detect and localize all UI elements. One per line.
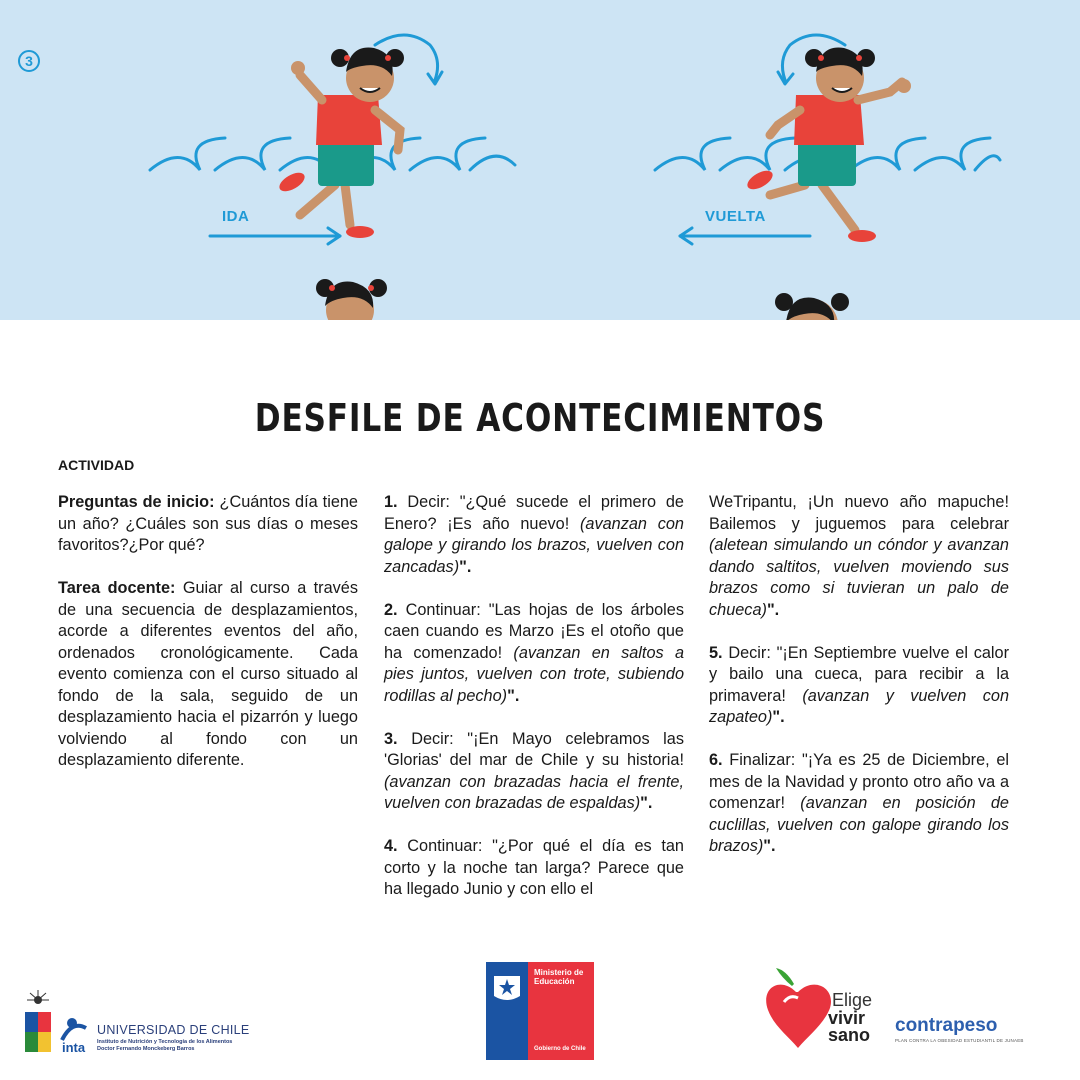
mineduc-logo [486, 962, 594, 1060]
uchile-name: UNIVERSIDAD DE CHILE [97, 1023, 250, 1037]
ida-label: IDA [222, 208, 250, 225]
uchile-shield-icon [22, 990, 102, 1060]
sano-word: sano [828, 1025, 871, 1045]
step-3-text: Decir: "¡En Mayo celebramos las 'Glorias' del mar de Chile y su historia! [384, 729, 684, 769]
intro-questions-text: ¿Cuántos día tiene un año? ¿Cuáles son sus días o meses favoritos?¿Por qué? [58, 493, 358, 554]
elige-word: Elige [832, 990, 873, 1010]
footer-logos [0, 950, 1080, 1080]
vivir-word: vivir [828, 1008, 866, 1028]
step-5-paragraph [709, 643, 1009, 729]
section-label: ACTIVIDAD [58, 457, 135, 473]
intro-questions-heading: Preguntas de inicio: [58, 493, 215, 511]
teacher-task-text: Guiar al curso a través de una secuencia de desplazamientos, acorde a diferentes eventos del año, ordenados cronológicamente. Cada evento comienza con el curso situado al fondo de la sala, seguido de un desplazamiento hacia el pizarrón y luego volviendo al fondo con un desplazamiento diferente. [58, 579, 358, 769]
column-1 [58, 492, 358, 793]
vivir-sano-words [828, 1010, 870, 1044]
step-3-instruction: (avanzan con brazadas hacia el frente, vuelven con brazadas de espaldas) [384, 772, 684, 812]
elige-vivir-sano-logo [762, 962, 882, 1062]
step-4-number: 4. [384, 837, 398, 855]
step-number-badge: 3 [18, 50, 40, 72]
mineduc-gobierno: Gobierno de Chile [534, 1046, 586, 1052]
teacher-task-paragraph [58, 578, 358, 772]
contrapeso-logo: contrapeso [895, 1015, 998, 1036]
illustration-banner [0, 0, 1080, 320]
step-2-paragraph [384, 600, 684, 708]
girl-left-figure [276, 48, 404, 239]
step-4-text: Continuar: "¿Por qué el día es tan corto y la noche tan larga? Parece que ha llegado Junio y con ello el [384, 837, 684, 898]
girl-partial-bottom-right [775, 293, 849, 320]
contrapeso-subtitle: PLAN CONTRA LA OBESIDAD ESTUDIANTIL DE JUNAEB [895, 1038, 1024, 1043]
step-5-text: Decir: "¡En Septiembre vuelve el calor y bailo una cueca, para recibir a la primavera! [709, 643, 1009, 705]
step-2-instruction: (avanzan en saltos a pies juntos, vuelven con trote, subiendo rodillas al pecho) [384, 643, 685, 705]
step-4-paragraph [384, 836, 684, 901]
step-3-paragraph [384, 729, 684, 815]
step-6-text: Finalizar: "¡Ya es 25 de Diciembre, el mes de la Navidad y pronto otro año va a comenzar! [709, 751, 1009, 812]
step-4-continued-paragraph [709, 492, 1009, 621]
teacher-task-heading: Tarea docente: [58, 579, 176, 597]
step-1-instruction: (avanzan con galope y girando los brazos, vuelven con zancadas) [384, 514, 684, 576]
column-2 [384, 492, 684, 922]
step-5-end: ". [772, 708, 785, 726]
step-6-paragraph [709, 750, 1009, 858]
step-1-paragraph [384, 492, 684, 578]
step-3-end: ". [640, 794, 653, 812]
step-5-number: 5. [709, 643, 723, 662]
column-3 [709, 492, 1009, 879]
step-2-number: 2. [384, 600, 398, 619]
step-6-end: ". [763, 837, 776, 855]
step-1-number: 1. [384, 493, 398, 511]
page-title: DESFILE DE ACONTECIMIENTOS [254, 396, 826, 440]
uchile-subtitle: Instituto de Nutrición y Tecnología de los Alimentos Doctor Fernando Monckeberg Barros [97, 1039, 233, 1052]
mineduc-name: Ministerio de Educación [534, 968, 584, 986]
step-1-end: ". [459, 557, 472, 576]
chile-coat-of-arms-icon [486, 962, 528, 1060]
step-1-text: Decir: "¿Qué sucede el primero de Enero? ¡Es año nuevo! [384, 493, 684, 533]
step-2-end: ". [507, 686, 520, 705]
step-4-instruction: (aletean simulando un cóndor y avanzan dando saltitos, vuelven moviendo sus brazos como si tuvieran un palo de chueca) [709, 536, 1009, 619]
running-girls-illustration [0, 0, 1080, 320]
step-4-continued-text: WeTripantu, ¡Un nuevo año mapuche! Bailemos y juguemos para celebrar [709, 493, 1009, 533]
girl-partial-bottom-left [316, 279, 387, 320]
step-6-instruction: (avanzan en posición de cuclillas, vuelven con galope girando los brazos) [709, 794, 1009, 855]
step-6-number: 6. [709, 751, 723, 769]
step-3-number: 3. [384, 729, 398, 748]
step-4-end: ". [766, 600, 780, 619]
inta-logo-text: inta [62, 1040, 86, 1055]
intro-questions-paragraph [58, 492, 358, 557]
step-5-instruction: (avanzan y vuelven con zapateo) [709, 686, 1009, 726]
vuelta-label: VUELTA [705, 208, 766, 225]
step-2-text: Continuar: "Las hojas de los árboles caen cuando es Marzo ¡Es el otoño que ha comenzado! [384, 600, 684, 662]
